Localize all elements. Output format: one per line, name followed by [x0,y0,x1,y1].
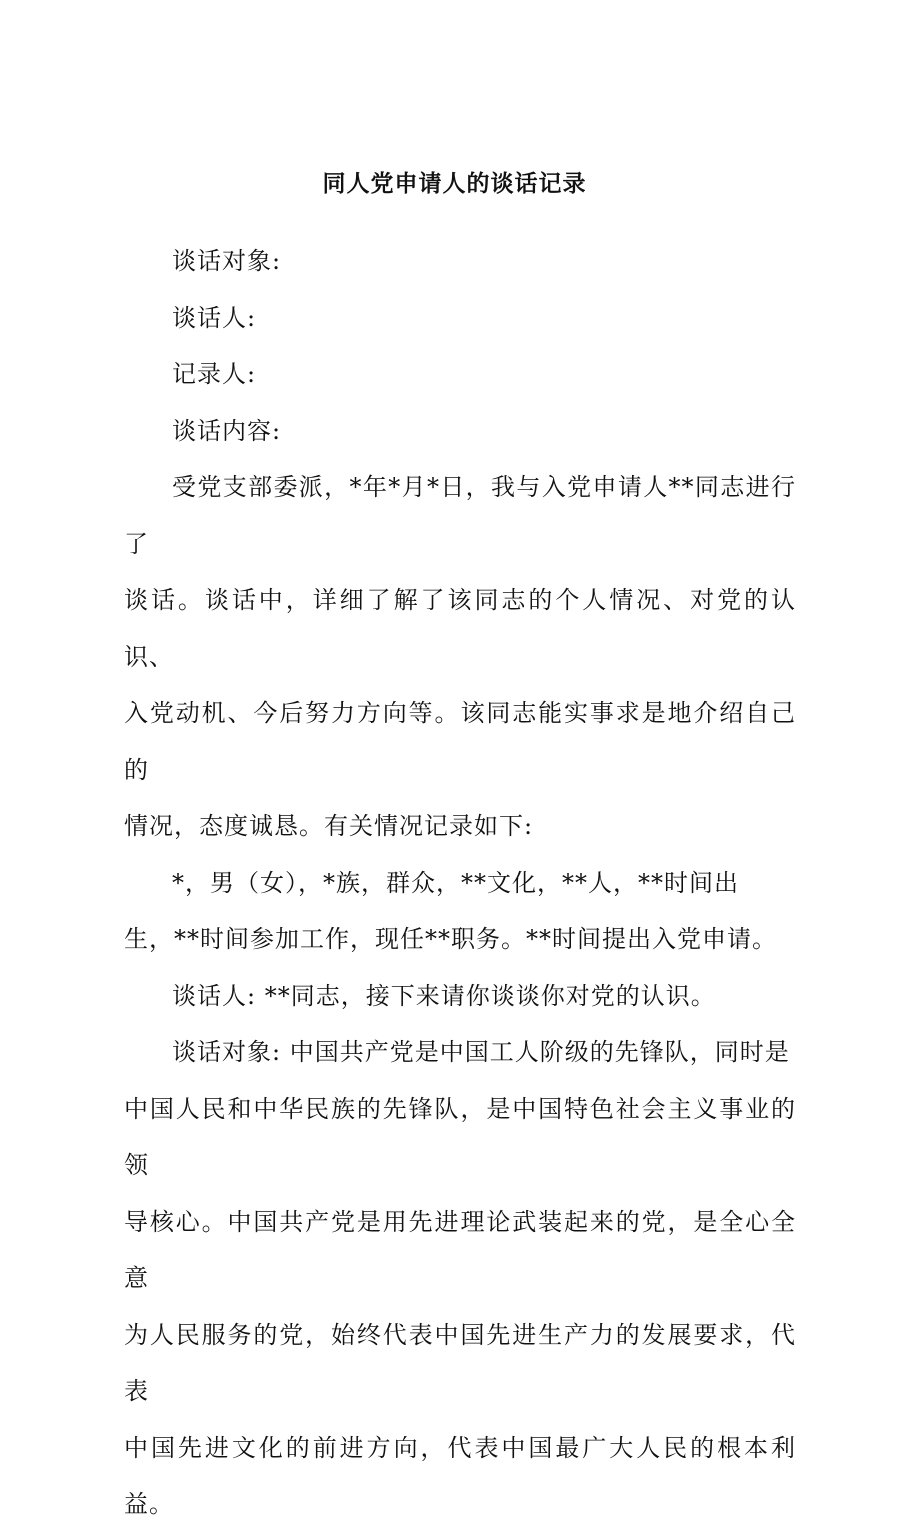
paragraph-line: 为人民服务的党，始终代表中国先进生产力的发展要求，代表 [124,1320,796,1405]
paragraph-line: 入党动机、今后努力方向等。该同志能实事求是地介绍自己的 [124,699,796,784]
paragraph-line: 中国人民和中华民族的先锋队，是中国特色社会主义事业的领 [124,1094,796,1179]
paragraph-line: 导核心。中国共产党是用先进理论武装起来的党，是全心全意 [124,1207,796,1292]
field-recorder: 记录人: [172,360,257,388]
paragraph-line: 谈话对象: 中国共产党是中国工人阶级的先锋队，同时是 [172,1038,790,1066]
paragraph-line: *，男（女），*族，群众，**文化，**人，**时间出 [172,868,739,897]
field-interviewer: 谈话人: [172,303,257,332]
paragraph-question [124,968,796,1025]
paragraph-answer [124,1024,796,1533]
paragraph-profile [124,855,796,968]
paragraph-line: 受党支部委派，*年*月*日，我与入党申请人**同志进行了 [124,473,796,558]
field-subject: 谈话对象: [172,247,282,275]
paragraph-line: 中国先进文化的前进方向，代表中国最广大人民的根本利益。 [124,1433,796,1518]
paragraph-line: 生，**时间参加工作，现任**职务。**时间提出入党申请。 [124,925,777,953]
paragraph-line: 情况，态度诚恳。有关情况记录如下: [124,812,534,840]
document-title: 同人党申请人的谈话记录 [322,170,587,197]
paragraph-line: 谈话人: **同志，接下来请你谈谈你对党的认识。 [172,981,716,1010]
paragraph-line: 谈话。谈话中，详细了解了该同志的个人情况、对党的认识、 [124,586,796,671]
paragraph-intro [124,459,796,855]
field-content: 谈话内容: [172,416,282,445]
document-body [124,233,796,1533]
